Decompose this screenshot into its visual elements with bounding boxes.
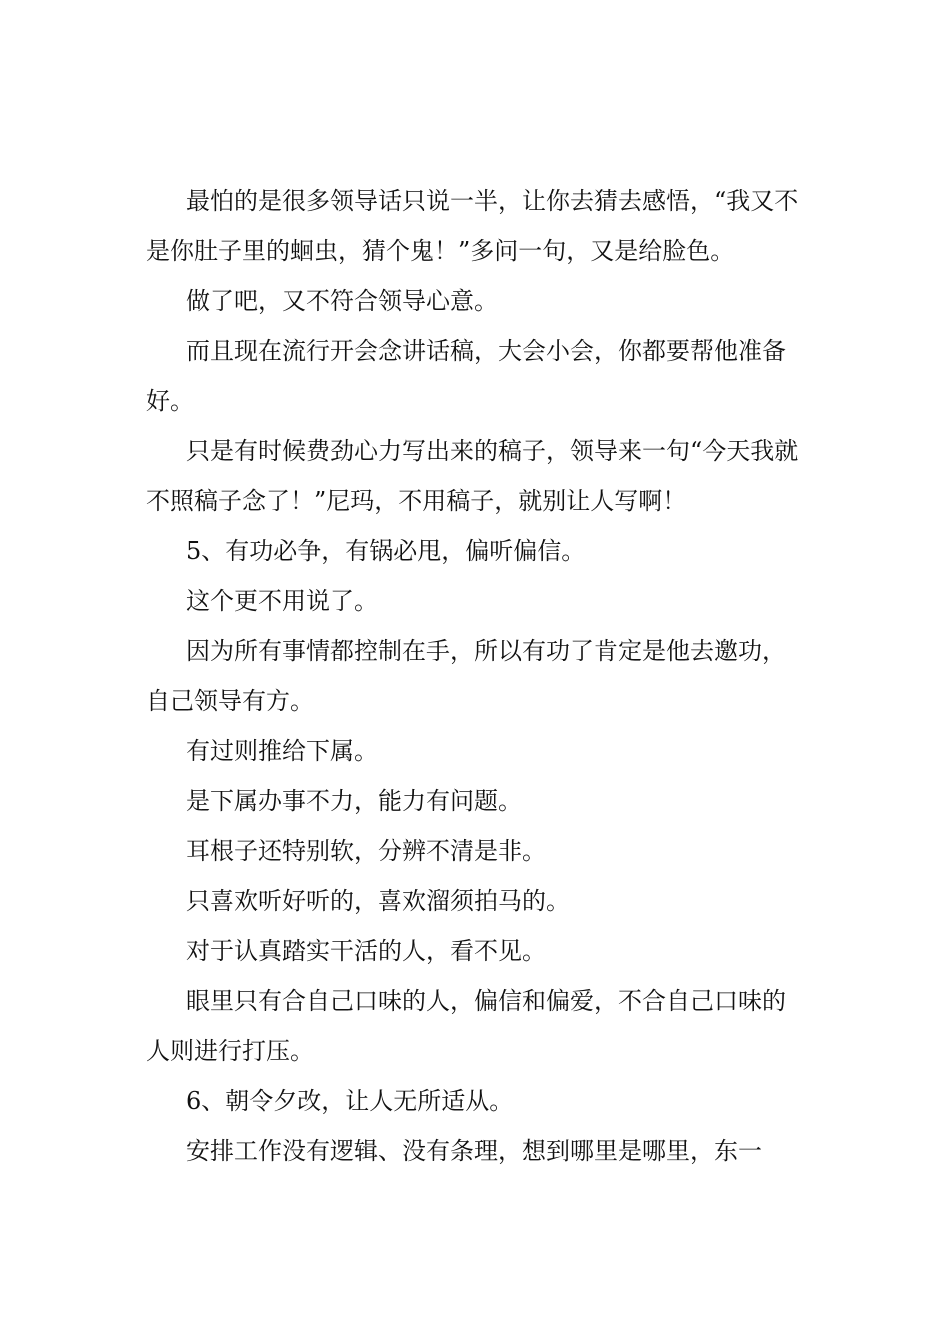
paragraph: 安排工作没有逻辑、没有条理，想到哪里是哪里，东一 — [186, 1137, 762, 1165]
numbered-heading: 6、朝令夕改，让人无所适从。 — [186, 1087, 514, 1115]
paragraph: 因为所有事情都控制在手，所以有功了肯定是他去邀功，自己领导有方。 — [146, 637, 786, 715]
paragraph: 只是有时候费劲心力写出来的稿子，领导来一句“今天我就不照稿子念了！”尼玛，不用稿子，就别让人写啊！ — [146, 437, 799, 515]
paragraph: 最怕的是很多领导话只说一半，让你去猜去感悟，“我又不是你肚子里的蛔虫，猜个鬼！”多问一句，又是给脸色。 — [146, 187, 799, 265]
paragraph: 有过则推给下属。 — [186, 737, 378, 765]
paragraph: 做了吧，又不符合领导心意。 — [186, 287, 498, 315]
numbered-heading: 5、有功必争，有锅必甩，偏听偏信。 — [186, 537, 586, 565]
paragraph: 对于认真踏实干活的人，看不见。 — [186, 937, 546, 965]
paragraph: 眼里只有合自己口味的人，偏信和偏爱，不合自己口味的人则进行打压。 — [146, 987, 786, 1065]
paragraph: 而且现在流行开会念讲话稿，大会小会，你都要帮他准备好。 — [146, 337, 786, 415]
paragraph: 是下属办事不力，能力有问题。 — [186, 787, 522, 815]
paragraph: 这个更不用说了。 — [186, 587, 378, 615]
paragraph: 耳根子还特别软，分辨不清是非。 — [186, 837, 546, 865]
document-body — [146, 176, 808, 1176]
paragraph: 只喜欢听好听的，喜欢溜须拍马的。 — [186, 887, 570, 915]
